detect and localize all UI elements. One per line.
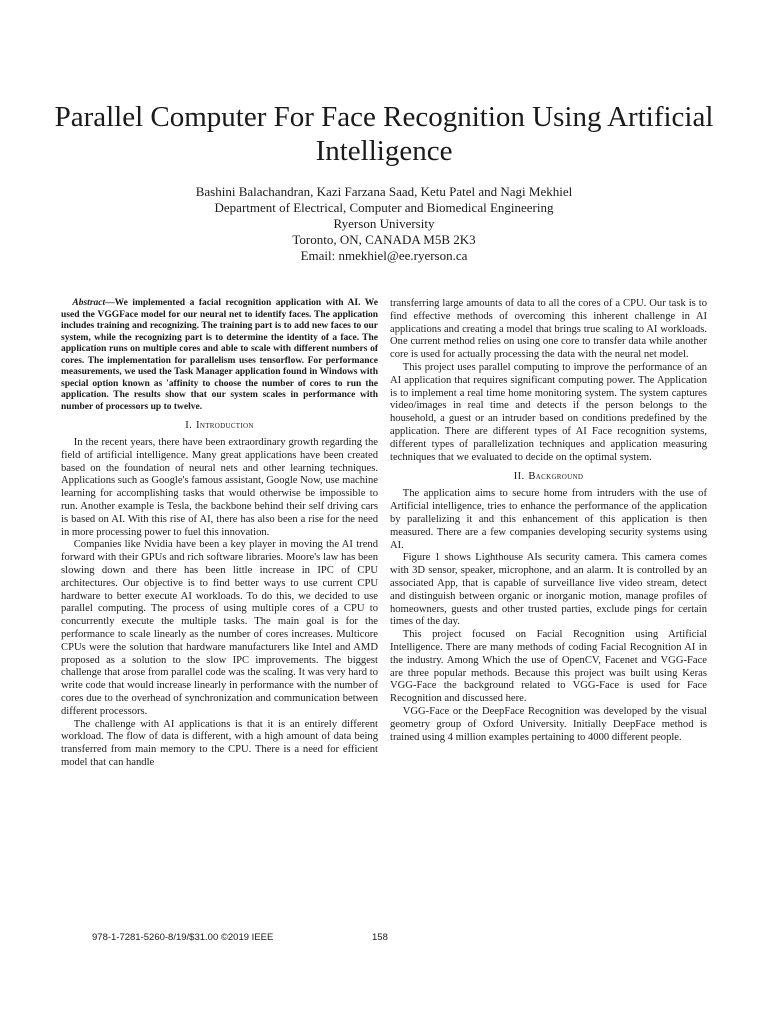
intro-paragraph-4: This project uses parallel computing to improve the performance of an AI application that requires significant computing power. The Application is to implement a real time home monitoring system. The system captures video/images in real time and detects if the person belongs to the household, a guest or an intruder based on conditions predefined by the application. There are different types of AI Face recognition systems, different types of parallelization techniques and application measuring techniques that we evaluated to decide on the optimal system. xyxy=(390,361,707,463)
author-email: Email: nmekhiel@ee.ryerson.ca xyxy=(300,248,468,263)
abstract-text: —We implemented a facial recognition application with AI. We used the VGGFace model for our neural net to identify faces. The application includes training and recognizing. The training part is to add new faces to our system, while the recognizing part is to determine the identity of a face. The application runs on multiple cores and able to scale with different numbers of cores. The implementation for parallelism uses tensorflow. For performance measurements, we used the Task Manager application found in Windows with special option known as 'affinity to choose the number of cores to run the application. The results show that our system scales in performance with number of processors up to twelve. xyxy=(61,298,378,412)
intro-paragraph-2: Companies like Nvidia have been a key player in moving the AI trend forward with their GPUs and rich software libraries. Moore's law has been slowing down and there has been little increase in IPC of CPU architectures. Our objective is to find better ways to use current CPU hardware to better execute AI workloads. To do this, we decided to use parallel computing. The process of using multiple cores of a CPU to concurrently execute the multiple tasks. The main goal is for the performance to scale linearly as the number of cores increases. Multicore CPUs were the solution that hardware manufacturers like Intel and AMD proposed as a solution to the slow IPC improvements. The biggest challenge that arose from parallel code was the scaling. It was very hard to write code that would increase linearly in performance with the number of cores due to the overhead of synchronization and communication between different processors. xyxy=(61,539,378,717)
intro-paragraph-1: In the recent years, there have been extraordinary growth regarding the field of artificial intelligence. Many great applications have been created based on the foundation of neural nets and other learning techniques. Applications such as Google's famous assistant, Google Now, use machine learning for accomplishing tasks that would otherwise be impossible to run. Another example is Tesla, the backbone behind their self driving cars is based on AI. With this rise of AI, there has also been a rise for the need in more processing power to fuel this innovation. xyxy=(61,437,378,538)
background-paragraph-1: The application aims to secure home from intruders with the use of Artificial intelligence, tries to enhance the performance of the application by parallelizing it and this enhancement of this application is then measured. There are a few companies developing security systems using AI. xyxy=(390,488,707,551)
left-column xyxy=(61,298,378,770)
intro-paragraph-3: The challenge with AI applications is that it is an entirely different workload. The flow of data is different, with a high amount of data being transferred from main memory to the CPU. There is a need for efficient model that can handle xyxy=(61,718,378,768)
section-title: Introduction xyxy=(196,420,254,431)
background-paragraph-2: Figure 1 shows Lighthouse AIs security camera. This camera comes with 3D sensor, speaker, microphone, and an alarm. It is controlled by an associated App, that is capable of surveillance live video stream, detect and distinguish between organic or inorganic motion, manage profiles of homeowners, guests and other trusted parties, exclude pings for certain times of the day. xyxy=(390,552,707,628)
background-paragraph-3: This project focused on Facial Recognition using Artificial Intelligence. There are many methods of coding Facial Recognition AI in the industry. Among Which the use of OpenCV, Facenet and VGG-Face are three popular methods. Because this project was built using Keras VGG-Face the background related to VGG-Face is used for Face Recognition and discussed here. xyxy=(390,629,707,705)
author-university: Ryerson University xyxy=(333,216,435,231)
background-paragraph-4: VGG-Face or the DeepFace Recognition was developed by the visual geometry group of Oxford University. Initially DeepFace method is trained using 4 million examples pertaining to 4000 different people. xyxy=(390,705,707,743)
page-number: 158 xyxy=(372,932,388,943)
author-names: Bashini Balachandran, Kazi Farzana Saad, Ketu Patel and Nagi Mekhiel xyxy=(195,184,573,199)
section-heading-introduction xyxy=(61,419,378,432)
author-department: Department of Electrical, Computer and Biomedical Engineering xyxy=(214,200,554,215)
section-number: II. xyxy=(513,471,525,483)
paper-title: Parallel Computer For Face Recognition Using Artificial Intelligence xyxy=(54,101,714,167)
author-location: Toronto, ON, CANADA M5B 2K3 xyxy=(292,232,476,247)
intro-paragraph-3-continued: transferring large amounts of data to all the cores of a CPU. Our task is to find effective methods of overcoming this inherent challenge in AI applications and creating a model that brings true scaling to AI workloads. One current method relies on using one core to transfer data while another core is used for actually processing the data with the neural net model. xyxy=(390,298,707,361)
section-number: I. xyxy=(185,420,193,431)
author-block xyxy=(60,184,708,264)
section-title: Background xyxy=(528,471,584,483)
section-heading-background xyxy=(390,470,707,483)
abstract-label: Abstract xyxy=(72,298,106,308)
copyright-footer: 978-1-7281-5260-8/19/$31.00 ©2019 IEEE xyxy=(92,932,274,943)
right-column xyxy=(390,298,707,744)
abstract xyxy=(61,298,378,413)
